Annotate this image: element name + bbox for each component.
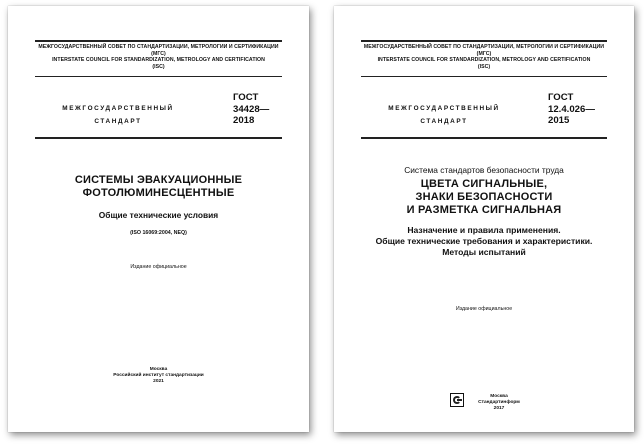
gost-number: 12.4.026— <box>548 103 595 115</box>
council-header <box>30 44 287 70</box>
council-abbr-en: (ISC) <box>477 63 491 70</box>
series-title: Система стандартов безопасности труда <box>404 165 564 175</box>
edition-note: Издание официальное <box>130 264 187 270</box>
gost-label: ГОСТ <box>548 92 574 103</box>
standard-label-line2: СТАНДАРТ <box>94 118 142 125</box>
subtitle-line3: Методы испытаний <box>442 247 526 257</box>
publisher-year: 2021 <box>153 379 164 385</box>
gost-number: 34428— <box>233 103 270 115</box>
publisher-block <box>18 367 299 386</box>
top-rule <box>35 40 282 42</box>
gost-code <box>548 92 595 127</box>
standard-label-line2: СТАНДАРТ <box>420 118 468 125</box>
document-subtitle <box>18 210 299 221</box>
publisher-city: Москва <box>490 394 508 399</box>
publisher-city: Москва <box>149 367 168 372</box>
gost-34428-cover <box>8 6 309 432</box>
council-name-en: INTERSTATE COUNCIL FOR STANDARDIZATION, METROLOGY AND CERTIFICATION <box>377 57 591 64</box>
middle-rule <box>361 137 607 139</box>
title-line3: И РАЗМЕТКА СИГНАЛЬНАЯ <box>406 204 562 216</box>
council-name-ru: МЕЖГОСУДАРСТВЕННЫЙ СОВЕТ ПО СТАНДАРТИЗАЦИИ, МЕТРОЛОГИИ И СЕРТИФИКАЦИИ <box>38 44 279 50</box>
top-rule <box>361 40 607 42</box>
edition-note: Издание официальное <box>455 306 513 312</box>
title-line1: ЦВЕТА СИГНАЛЬНЫЕ, <box>420 178 548 190</box>
document-subtitle <box>344 225 624 258</box>
standard-label-line1: МЕЖГОСУДАРСТВЕННЫЙ <box>388 105 500 112</box>
standard-label <box>374 102 514 128</box>
subtitle-line1: Общие технические условия <box>98 210 219 220</box>
gost-year: 2018 <box>233 115 255 126</box>
council-name-ru: МЕЖГОСУДАРСТВЕННЫЙ СОВЕТ ПО СТАНДАРТИЗАЦИИ, МЕТРОЛОГИИ И СЕРТИФИКАЦИИ <box>363 44 605 50</box>
publisher-year: 2017 <box>493 406 505 412</box>
middle-rule <box>35 137 282 139</box>
gost-12-4-026-cover <box>334 6 634 432</box>
council-name-en: INTERSTATE COUNCIL FOR STANDARDIZATION, METROLOGY AND CERTIFICATION <box>52 57 265 64</box>
gost-year: 2015 <box>548 115 570 126</box>
council-abbr-ru: (МГС) <box>476 50 492 57</box>
title-line2: ФОТОЛЮМИНЕСЦЕНТНЫЕ <box>82 187 235 199</box>
council-rule <box>361 76 607 77</box>
document-title <box>344 178 624 217</box>
standard-reference: (ISO 16069:2004, NEQ) <box>130 230 187 236</box>
council-abbr-ru: (МГС) <box>151 50 166 57</box>
subtitle-line2: Общие технические требования и характеристики. <box>375 236 593 246</box>
gost-label: ГОСТ <box>233 92 259 103</box>
title-line2: ЗНАКИ БЕЗОПАСНОСТИ <box>415 191 553 203</box>
publisher-block <box>374 394 624 413</box>
council-abbr-en: (ISC) <box>152 63 165 70</box>
publisher-name: Стандартинформ <box>478 400 520 406</box>
publisher-name: Российский институт стандартизации <box>113 373 204 379</box>
gost-code <box>233 92 269 127</box>
document-title <box>18 174 299 200</box>
standard-label-line1: МЕЖГОСУДАРСТВЕННЫЙ <box>62 105 174 112</box>
council-header <box>356 44 612 70</box>
standard-label <box>48 102 188 128</box>
subtitle-line1: Назначение и правила применения. <box>407 225 561 235</box>
title-line1: СИСТЕМЫ ЭВАКУАЦИОННЫЕ <box>74 174 243 186</box>
council-rule <box>35 76 282 77</box>
